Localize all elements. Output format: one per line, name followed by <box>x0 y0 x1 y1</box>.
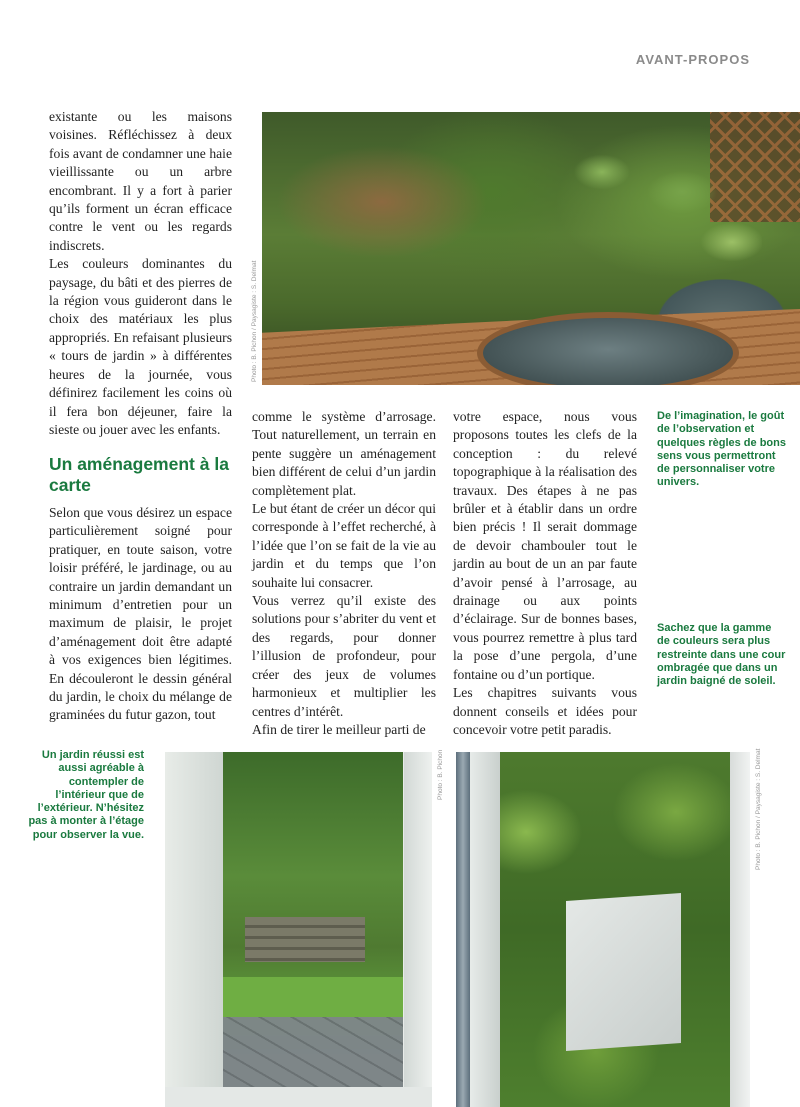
white-panel-shape <box>566 893 681 1051</box>
paragraph: Les couleurs dominantes du paysage, du bâti et des pierres de la région vous guideront dans le choix des matériaux les plus appropriés. En refaisant plusieurs « tours de jardin » à différentes heures de la journée, vous définirez facilement les coins où il fera bon déjeuner, faire la sieste ou jouer avec les enfants. <box>49 256 232 437</box>
drainpipe-shape <box>456 752 470 1107</box>
text-column-2 <box>252 408 436 739</box>
wall-edge-shape <box>730 752 750 1107</box>
section-title: Un aménagement à la carte <box>49 454 229 495</box>
window-frame-left <box>165 752 223 1107</box>
photo-credit-3: Photo : B. Pichon / Paysagiste : S. Delmat <box>755 748 762 870</box>
photo-credit-1: Photo : B. Pichon / Paysagiste : S. Delmat <box>251 260 258 382</box>
caption-window: Un jardin réussi est aussi agréable à contempler de l’intérieur que de l’extérieur. N’hésitez pas à monter à l’étage pour observer la vue. <box>28 749 144 841</box>
lawn-shape <box>223 977 403 1017</box>
photo-credit-2: Photo : B. Pichon <box>437 749 444 800</box>
text-column-3 <box>453 408 637 739</box>
text-column-1-top <box>49 108 232 439</box>
foliage-shape <box>562 132 762 282</box>
paragraph: Les chapitres suivants vous donnent conseils et idées pour concevoir votre petit paradis. <box>453 685 637 737</box>
wall-strip-shape <box>470 752 500 1107</box>
stone-steps-shape <box>245 917 365 962</box>
caption-imagination: De l’imagination, le goût de l’observation et quelques règles de bons sens vous permettront de personnaliser votre univers. <box>657 410 786 489</box>
window-view-photo <box>165 752 432 1107</box>
window-sill <box>165 1087 432 1107</box>
paragraph: Le but étant de créer un décor qui corresponde à l’effet recherché, à l’idée que l’on se fait de la vie au jardin et du temps que l’on souhaite lui consacrer. <box>252 501 436 590</box>
paragraph: Selon que vous désirez un espace particulièrement soigné pour pratiquer, en toute saison, votre loisir préféré, le jardinage, ou au contraire un jardin demandant un minimum d’entretien pour un maximum de plaisir, le projet d’aménagement doit être adapté à vos exigences bien légitimes. En découleront le dessin général du jardin, le choix du mélange de graminées du futur gazon, tout <box>49 505 232 723</box>
paragraph: existante ou les maisons voisines. Réfléchissez à deux fois avant de condamner une haie vieillissante ou un arbre encombrant. Il y a fort à parier qu’ils forment un écran efficace contre le vent ou les regards indiscrets. <box>49 109 232 253</box>
paragraph: votre espace, nous vous proposons toutes les clefs de la conception : du relevé topographique à la réalisation des travaux. Des étapes à ne pas brûler et à établir dans un ordre bien précis ! Il serait dommage de devoir chambouler tout le jardin au bout de un an par faute d’avoir pensé à l’arrosage, au drainage ou aux points d’éclairage. Sur de bonnes bases, vous pourrez remettre à plus tard la pose d’une pergola, d’une fontaine ou d’un portique. <box>453 409 637 682</box>
paragraph: Afin de tirer le meilleur parti de <box>252 721 426 737</box>
deck-basin-photo <box>262 112 800 385</box>
caption-colors: Sachez que la gamme de couleurs sera plus restreinte dans une cour ombragée que dans un jardin baigné de soleil. <box>657 622 786 688</box>
water-basin-shape <box>477 312 739 385</box>
window-frame-right <box>404 752 432 1107</box>
paragraph: Vous verrez qu’il existe des solutions pour s’abriter du vent et des regards, pour donner l’illusion de profondeur, pour créer des jeux de volumes harmonieux et multiplier les centres d’intérêt. <box>252 593 436 719</box>
paragraph: comme le système d’arrosage. Tout naturellement, un terrain en pente suggère un aménagement bien différent de celui d’un jardin complètement plat. <box>252 409 436 498</box>
vertical-garden-photo <box>456 752 750 1107</box>
running-header: AVANT-PROPOS <box>635 52 750 67</box>
paving-shape <box>223 1017 408 1087</box>
text-column-1-bottom <box>49 504 232 725</box>
